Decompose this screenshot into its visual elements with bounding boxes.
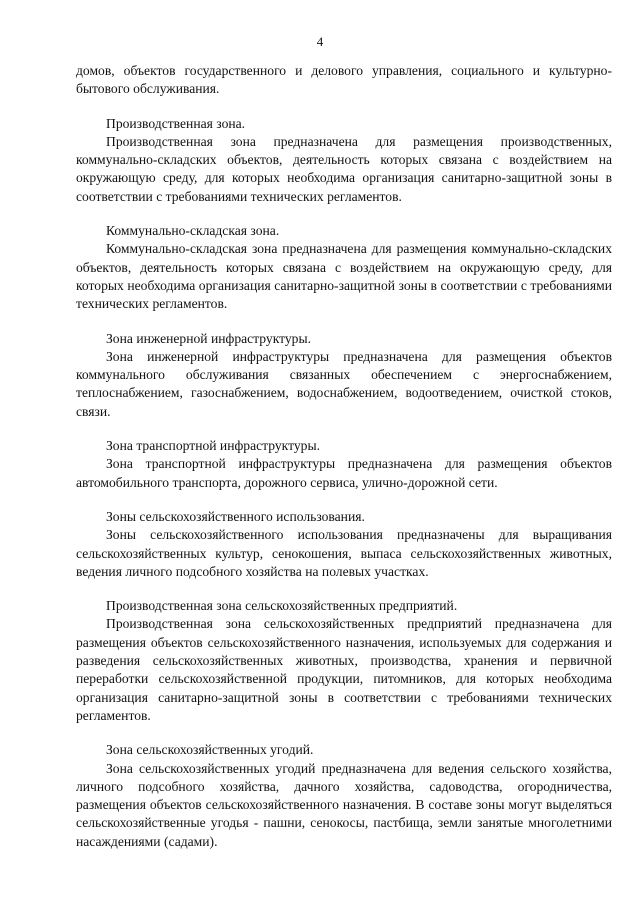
section-production-zone <box>76 115 612 206</box>
section-text: Зоны сельскохозяйственного использования предназначены для выращивания сельскохозяйственных культур, сенокошения, выпаса сельскохозяйственных животных, ведения личного подсобного хозяйства на полевых участках. <box>76 527 612 579</box>
section-text: Зона транспортной инфраструктуры предназначена для размещения объектов автомобильного транспорта, дорожного сервиса, улично-дорожной сети. <box>76 456 612 490</box>
intro-paragraph: домов, объектов государственного и делового управления, социального и культурно-бытового обслуживания. <box>76 63 612 97</box>
section-text: Коммунально-складская зона предназначена для размещения коммунально-складских объектов, деятельность которых связана с воздействием на окружающую среду, для которых необходима организация санитарно-защитной зоны в соответствии с требованиями технических регламентов. <box>76 241 612 312</box>
section-heading: Производственная зона. <box>106 115 246 131</box>
document-body <box>76 62 612 851</box>
section-engineering-infrastructure-zone <box>76 330 612 421</box>
section-heading: Зона транспортной инфраструктуры. <box>106 438 320 454</box>
section-heading: Зона инженерной инфраструктуры. <box>106 330 312 346</box>
section-text: Производственная зона предназначена для размещения производственных, коммунально-складских объектов, деятельность которых связана с воздействием на окружающую среду, для которых необходима организация санитарно-защитной зоны в соответствии с требованиями технических регламентов. <box>76 133 612 204</box>
section-agricultural-use-zones <box>76 508 612 581</box>
section-agricultural-enterprises-zone <box>76 597 612 725</box>
section-heading: Зона сельскохозяйственных угодий. <box>106 742 314 758</box>
section-agricultural-lands-zone <box>76 741 612 851</box>
section-communal-warehouse-zone <box>76 222 612 313</box>
page-number: 4 <box>316 34 324 49</box>
section-text: Производственная зона сельскохозяйственных предприятий предназначена для размещения объектов сельскохозяйственного назначения, используемых для содержания и разведения сельскохозяйственных животных, производства, хранения и первичной переработки сельскохозяйственной продукции, питомников, для которых необходима организация санитарно-защитной зоны в соответствии с требованиями технических регламентов. <box>76 616 612 723</box>
section-heading: Коммунально-складская зона. <box>106 223 280 239</box>
section-heading: Производственная зона сельскохозяйственных предприятий. <box>106 598 458 614</box>
section-transport-infrastructure-zone <box>76 437 612 492</box>
section-text: Зона сельскохозяйственных угодий предназначена для ведения сельского хозяйства, личного подсобного хозяйства, дачного хозяйства, садоводства, огородничества, размещения объектов сельскохозяйственного назначения. В составе зоны могут выделяться сельскохозяйственные угодья - пашни, сенокосы, пастбища, земли занятые многолетними насаждениями (садами). <box>76 760 612 849</box>
section-text: Зона инженерной инфраструктуры предназначена для размещения объектов коммунального обслуживания связанных обеспечением с энергоснабжением, теплоснабжением, газоснабжением, водоснабжением, водоотведением, очисткой стоков, связи. <box>76 348 612 419</box>
section-heading: Зоны сельскохозяйственного использования. <box>106 508 365 524</box>
